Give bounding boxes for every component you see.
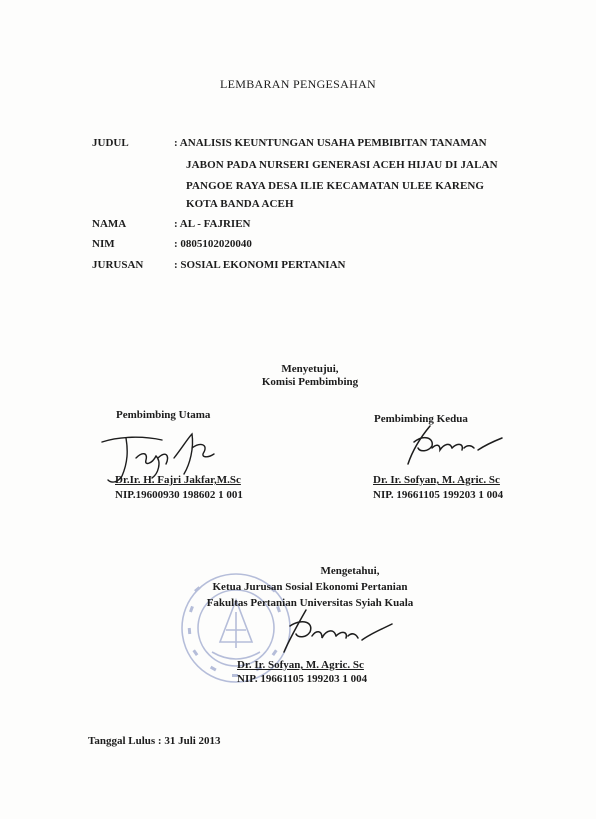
page-title: LEMBARAN PENGESAHAN — [219, 77, 377, 91]
jurusan-value: : SOSIAL EKONOMI PERTANIAN — [174, 259, 346, 271]
komisi-text: Komisi Pembimbing — [261, 376, 359, 388]
nim-value: : 0805102020040 — [174, 238, 252, 250]
judul-line-1: : ANALISIS KEUNTUNGAN USAHA PEMBIBITAN TANAMAN — [174, 137, 487, 149]
pembimbing-utama-nip: NIP.19600930 198602 1 001 — [115, 489, 243, 501]
judul-label: JUDUL — [92, 137, 129, 149]
ketua-jurusan-text: Ketua Jurusan Sosial Ekonomi Pertanian — [212, 581, 408, 593]
signature-kedua-icon — [388, 418, 508, 478]
menyetujui-text: Menyetujui, — [281, 363, 339, 375]
tanggal-lulus: Tanggal Lulus : 31 Juli 2013 — [88, 735, 221, 747]
judul-line-4: KOTA BANDA ACEH — [186, 198, 294, 210]
nama-value: : AL - FAJRIEN — [174, 218, 251, 230]
signature-ketua-icon — [270, 604, 400, 662]
mengetahui-text: Mengetahui, — [320, 565, 380, 577]
ketua-name: Dr. Ir. Sofyan, M. Agric. Sc — [237, 659, 364, 671]
pembimbing-utama-name: Dr.Ir. H. Fajri Jakfar,M.Sc — [115, 474, 241, 486]
pembimbing-utama-role: Pembimbing Utama — [116, 409, 211, 421]
pembimbing-kedua-nip: NIP. 19661105 199203 1 004 — [373, 489, 504, 501]
ketua-nip: NIP. 19661105 199203 1 004 — [237, 673, 368, 685]
judul-line-2: JABON PADA NURSERI GENERASI ACEH HIJAU DI JALAN — [186, 159, 498, 171]
fakultas-text: Fakultas Pertanian Universitas Syiah Kuala — [206, 597, 414, 609]
pembimbing-kedua-name: Dr. Ir. Sofyan, M. Agric. Sc — [373, 474, 500, 486]
jurusan-label: JURUSAN — [92, 259, 144, 271]
nim-label: NIM — [92, 238, 115, 250]
judul-line-3: PANGOE RAYA DESA ILIE KECAMATAN ULEE KARENG — [186, 180, 485, 192]
pembimbing-kedua-role: Pembimbing Kedua — [374, 413, 468, 425]
nama-label: NAMA — [92, 218, 127, 230]
